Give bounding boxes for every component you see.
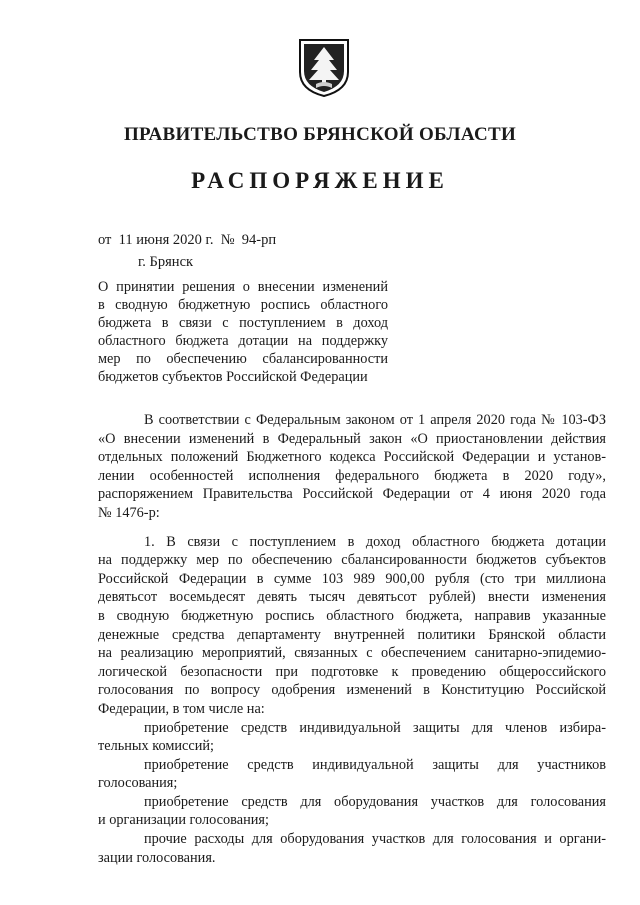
list-item [98,793,606,830]
body-line: «О внесении изменений в Федеральный закон «О приостановлении действия [98,430,606,447]
list-item [98,719,606,756]
body-line: приобретение средств индивидуальной защиты для членов избира- [144,719,606,736]
preamble-paragraph [98,411,606,523]
body-line: логической безопасности при подготовке к проведению общероссийского [98,663,606,680]
body-line: голосования по вопросу одобрения изменений в Конституцию Российской [98,682,606,699]
subject-line: в сводную бюджетную роспись областного [98,297,388,313]
subject-line: О принятии решения о внесении изменений [98,279,388,295]
list-item [98,830,606,867]
body-line: в сводную бюджетную роспись областного бюджета, направив указанные [98,607,606,624]
body-line: на реализацию мероприятий, связанных с обеспечением санитарно-эпидемио- [98,645,606,662]
body-line: лении особенностей исполнения федерального бюджета в 2020 году», [98,467,606,484]
body-line: денежные средства департаменту внутренней политики Брянской области [98,626,606,643]
body-line: приобретение средств индивидуальной защиты для участников [144,756,606,773]
item-1-paragraph [98,533,606,719]
subject-line: мер по обеспечению сбалансированности [98,351,388,367]
subject-line: бюджетов субъектов Российской Федерации [98,369,368,385]
body-line: приобретение средств для оборудования участков для голосования [144,793,606,810]
body-line: отдельных положений Бюджетного кодекса Российской Федерации и установ- [98,449,606,466]
document-city: г. Брянск [138,254,194,270]
body-line: тельных комиссий; [98,738,214,755]
body-line: Российской Федерации в сумме 103 989 900,00 рубля (сто три миллиона [98,570,606,587]
document-body [98,411,606,867]
list-item [98,756,606,793]
body-line: прочие расходы для оборудования участков для голосования и органи- [144,831,606,848]
body-line: на поддержку мер по обеспечению сбалансированности бюджетов субъектов [98,552,606,569]
body-line: 1. В связи с поступлением в доход областного бюджета дотации [144,533,606,550]
subject-line: бюджета в связи с поступлением в доход [98,315,388,331]
body-line: зации голосования. [98,849,216,866]
body-line: девятьсот восемьдесят девять тысяч девятьсот рублей) внести изменения [98,589,606,606]
coat-of-arms-icon [296,38,352,98]
document-subject [98,278,388,386]
document-type-title: РАСПОРЯЖЕНИЕ [191,168,449,193]
organization-title: ПРАВИТЕЛЬСТВО БРЯНСКОЙ ОБЛАСТИ [123,124,517,145]
body-line: Федерации, в том числе на: [98,700,265,717]
body-line: В соответствии с Федеральным законом от 1 апреля 2020 года № 103-ФЗ [144,412,606,428]
document-date-number: от 11 июня 2020 г. № 94-рп [98,232,277,248]
body-line: и организации голосования; [98,812,269,829]
body-line: № 1476-р: [98,504,160,521]
body-line: распоряжением Правительства Российской Федерации от 4 июня 2020 года [98,486,606,503]
subject-line: областного бюджета дотации на поддержку [98,333,388,349]
body-line: голосования; [98,775,178,792]
